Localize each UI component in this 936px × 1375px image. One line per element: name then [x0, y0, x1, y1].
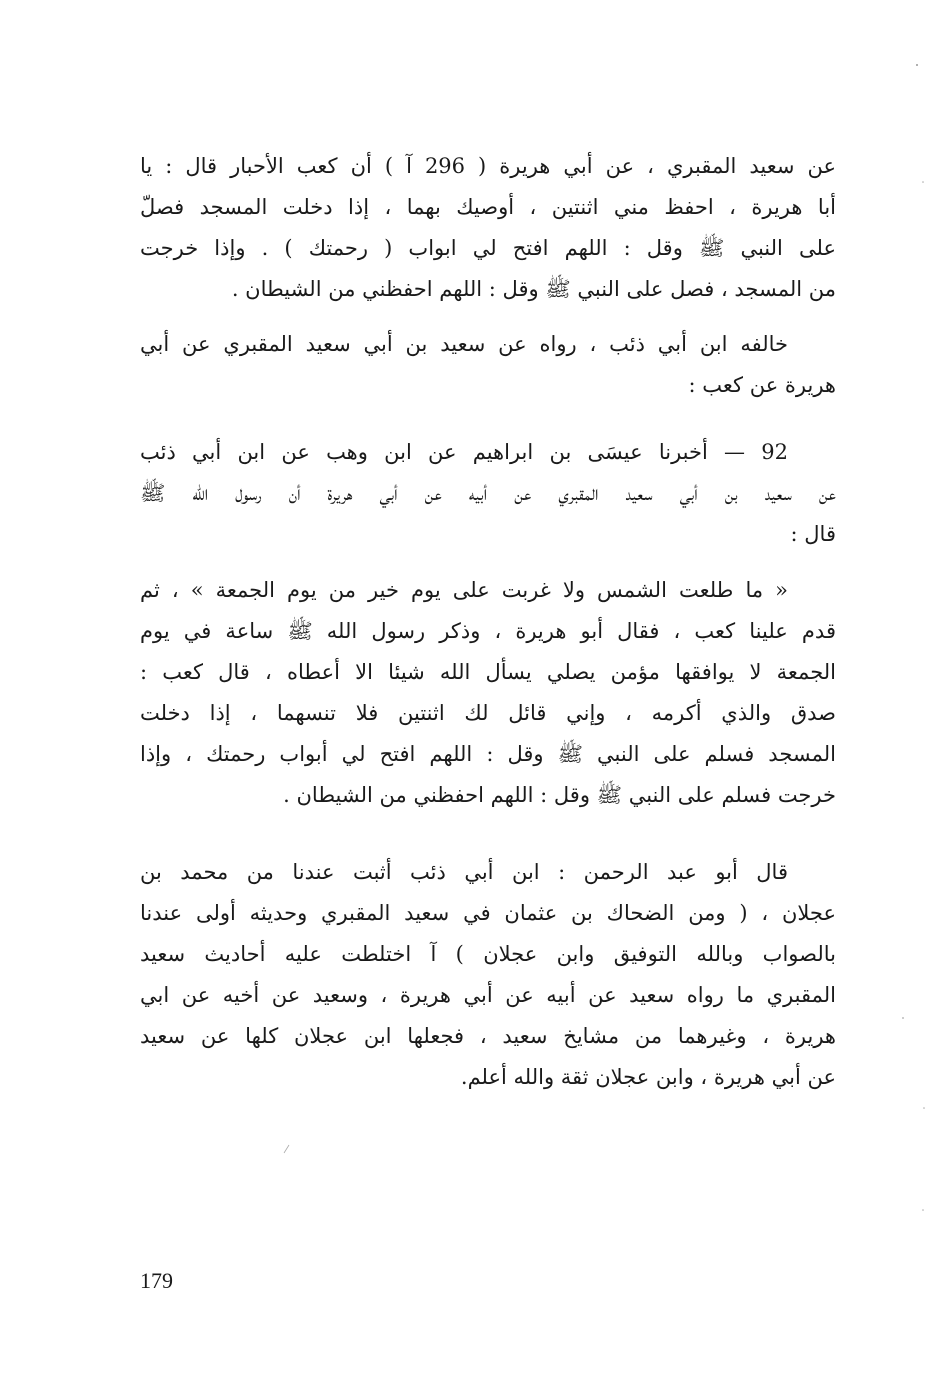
text-line: على النبي ﷺ وقل : اللهم افتح لي ابواب ( رحمتك ) . وإذا خرجت	[140, 236, 836, 260]
paragraph-2	[140, 324, 836, 406]
text-line: هريرة ، وغيرهما من مشايخ سعيد ، فجعلها ابن عجلان كلها عن سعيد	[140, 1024, 836, 1048]
text-line: خالفه ابن أبي ذئب ، رواه عن سعيد بن أبي سعيد المقبري عن أبي	[140, 332, 788, 356]
text-line: صدق والذي أكرمه ، وإني قائل لك اثنتين فلا تنسهما ، إذا دخلت	[140, 701, 836, 725]
text-line: بالصواب وبالله التوفيق وابن عجلان ) آ اختلطت عليه أحاديث سعيد	[140, 942, 836, 966]
text-line: « ما طلعت الشمس ولا غربت على يوم خير من يوم الجمعة » ، ثم	[140, 578, 788, 602]
text-line: أبا هريرة ، احفظ مني اثنتين ، أوصيك بهما ، إذا دخلت المسجد فصلّ	[140, 195, 836, 219]
text-line: خرجت فسلم على النبي ﷺ وقل : اللهم احفظني من الشيطان .	[283, 783, 836, 807]
text-line: عن أبي هريرة ، وابن عجلان ثقة والله أعلم.	[460, 1065, 836, 1089]
text-line: 92 — أخبرنا عيسَى بن ابراهيم عن ابن وهب عن ابن أبي ذئب	[140, 440, 788, 464]
text-line: المقبري ما رواه سعيد عن أبيه عن أبي هريرة ، وسعيد عن أخيه عن ابي	[140, 983, 836, 1007]
paragraph-4	[140, 570, 836, 816]
text-line: هريرة عن كعب :	[688, 373, 836, 397]
text-line: قال أبو عبد الرحمن : ابن أبي ذئب أثبت عندنا من محمد بن	[140, 860, 788, 884]
paragraph-1	[140, 146, 836, 310]
text-line: المسجد فسلم على النبي ﷺ وقل : اللهم افتح لي أبواب رحمتك ، وإذا	[140, 742, 836, 766]
hadith-92	[140, 432, 836, 555]
paragraph-5	[140, 852, 836, 1098]
text-line: قدم علينا كعب ، فقال أبو هريرة ، وذكر رسول الله ﷺ ساعة في يوم	[140, 619, 836, 643]
text-line: الجمعة لا يوافقها مؤمن يصلي يسأل الله شيئا الا أعطاه ، قال كعب :	[140, 660, 836, 684]
text-line: عن سعيد المقبري ، عن أبي هريرة ( 296 آ ) أن كعب الأحبار قال : يا	[140, 154, 836, 178]
text-line: قال :	[790, 522, 836, 546]
text-line: من المسجد ، فصل على النبي ﷺ وقل : اللهم احفظني من الشيطان .	[231, 277, 836, 301]
text-line: عن سعيد بن أبي سعيد المقبري عن أبيه عن أبي هريرة أن رسول الله ﷺ	[140, 481, 836, 505]
page-number: 179	[140, 1268, 173, 1293]
text-line: عجلان ، ( ومن الضحاك بن عثمان في سعيد المقبري وحديثه أولى عندنا	[140, 901, 836, 925]
